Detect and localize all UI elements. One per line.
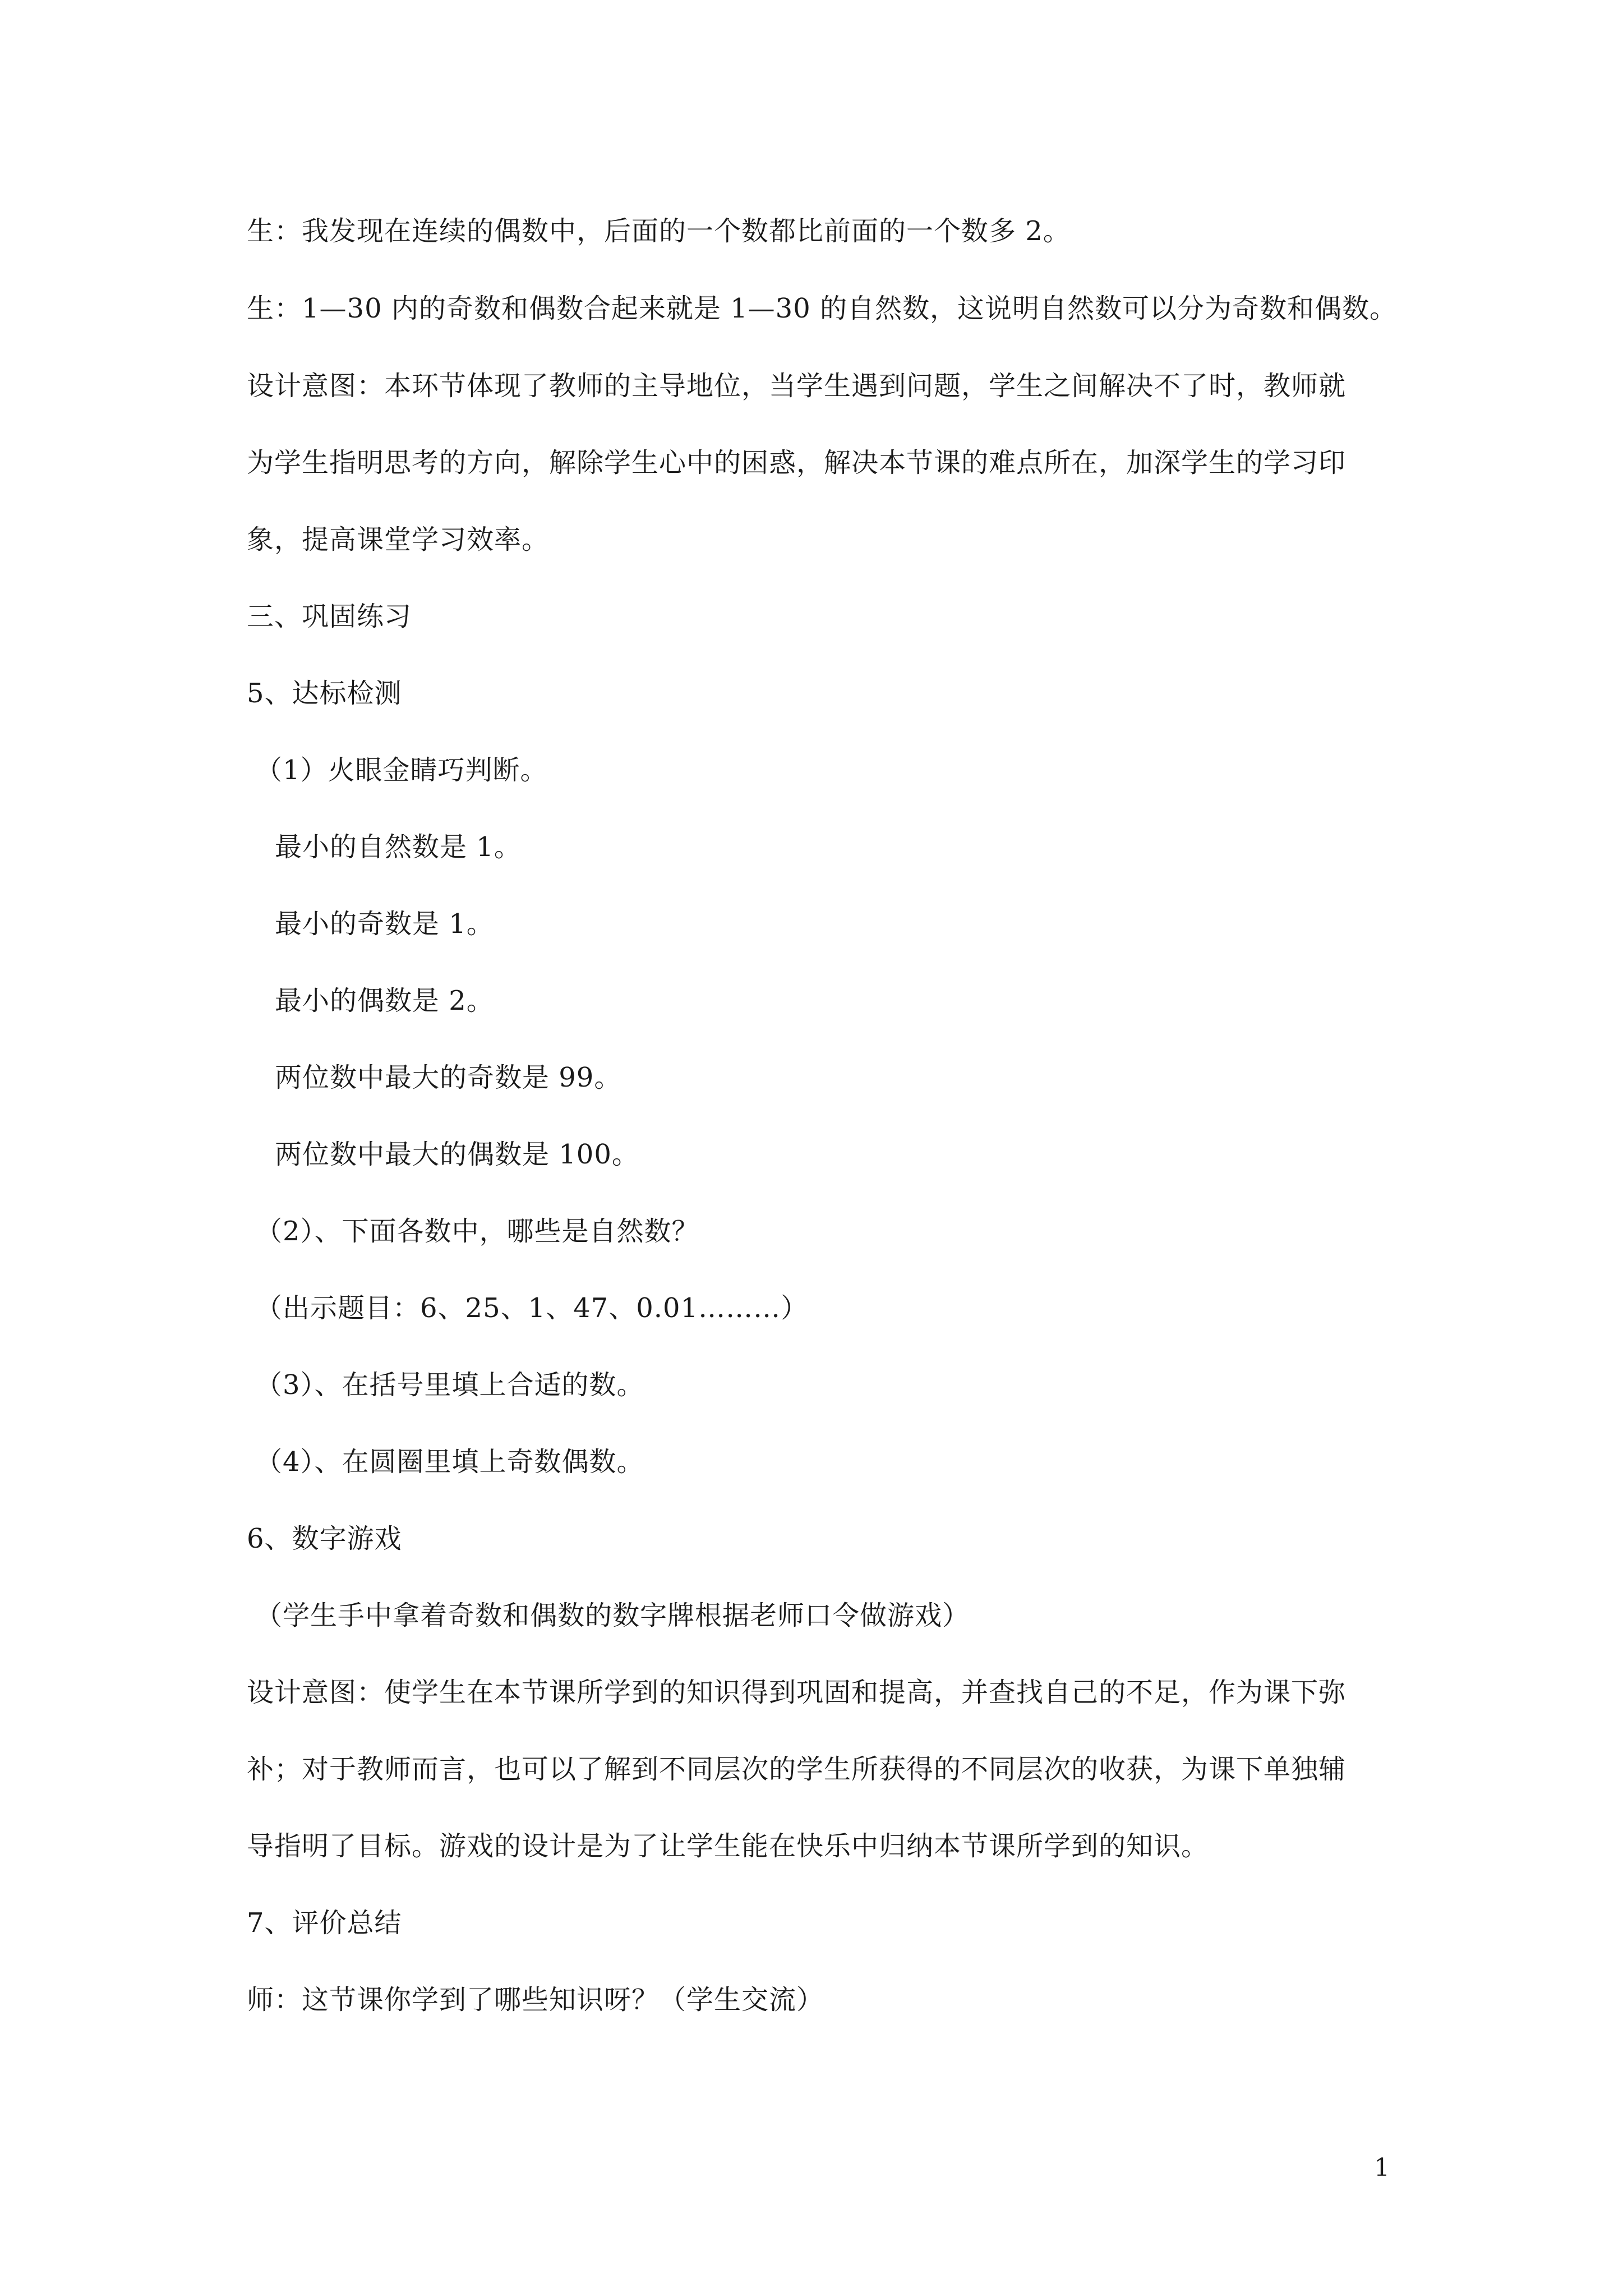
text-line-20: 设计意图：使学生在本节课所学到的知识得到巩固和提高，并查找自己的不足，作为课下弥 [247, 1677, 1347, 1708]
exercise-2-title: （2）、下面各数中，哪些是自然数？ [255, 1216, 699, 1247]
text-line-22: 导指明了目标。游戏的设计是为了让学生能在快乐中归纳本节课所学到的知识。 [247, 1830, 1209, 1862]
subheading-assessment: 5、达标检测 [247, 678, 402, 709]
page-number: 1 [1374, 2154, 1390, 2182]
subheading-evaluation-summary: 7、评价总结 [247, 1907, 402, 1939]
exercise-4-title: （4）、在圆圈里填上奇数偶数。 [255, 1446, 644, 1478]
exercise-1-item-3: 最小的偶数是 2。 [275, 985, 494, 1016]
text-line-5: 象，提高课堂学习效率。 [247, 524, 550, 555]
exercise-1-item-2: 最小的奇数是 1。 [275, 908, 494, 940]
text-line-1: 生：我发现在连续的偶数中，后面的一个数都比前面的一个数多 2。 [247, 215, 1071, 247]
exercise-3-title: （3）、在括号里填上合适的数。 [255, 1369, 644, 1401]
subheading-number-game: 6、数字游戏 [247, 1523, 402, 1554]
section-heading-consolidation: 三、巩固练习 [247, 601, 412, 632]
exercise-1-title: （1）火眼金睛巧判断。 [255, 754, 548, 786]
exercise-1-item-4: 两位数中最大的奇数是 99。 [275, 1062, 622, 1093]
exercise-2-question: （出示题目：6、25、1、47、0.01………） [255, 1292, 809, 1324]
text-line-2: 生：1—30 内的奇数和偶数合起来就是 1—30 的自然数，这说明自然数可以分为奇数和偶数。 [247, 293, 1398, 324]
text-line-24: 师：这节课你学到了哪些知识呀？（学生交流） [247, 1984, 824, 2016]
game-description: （学生手中拿着奇数和偶数的数字牌根据老师口令做游戏） [255, 1600, 970, 1631]
text-line-4: 为学生指明思考的方向，解除学生心中的困惑，解决本节课的难点所在，加深学生的学习印 [247, 447, 1347, 478]
exercise-1-item-1: 最小的自然数是 1。 [275, 831, 522, 863]
exercise-1-item-5: 两位数中最大的偶数是 100。 [275, 1139, 639, 1170]
text-line-3: 设计意图：本环节体现了教师的主导地位，当学生遇到问题，学生之间解决不了时，教师就 [247, 370, 1347, 402]
text-line-21: 补；对于教师而言，也可以了解到不同层次的学生所获得的不同层次的收获，为课下单独辅 [247, 1754, 1347, 1785]
